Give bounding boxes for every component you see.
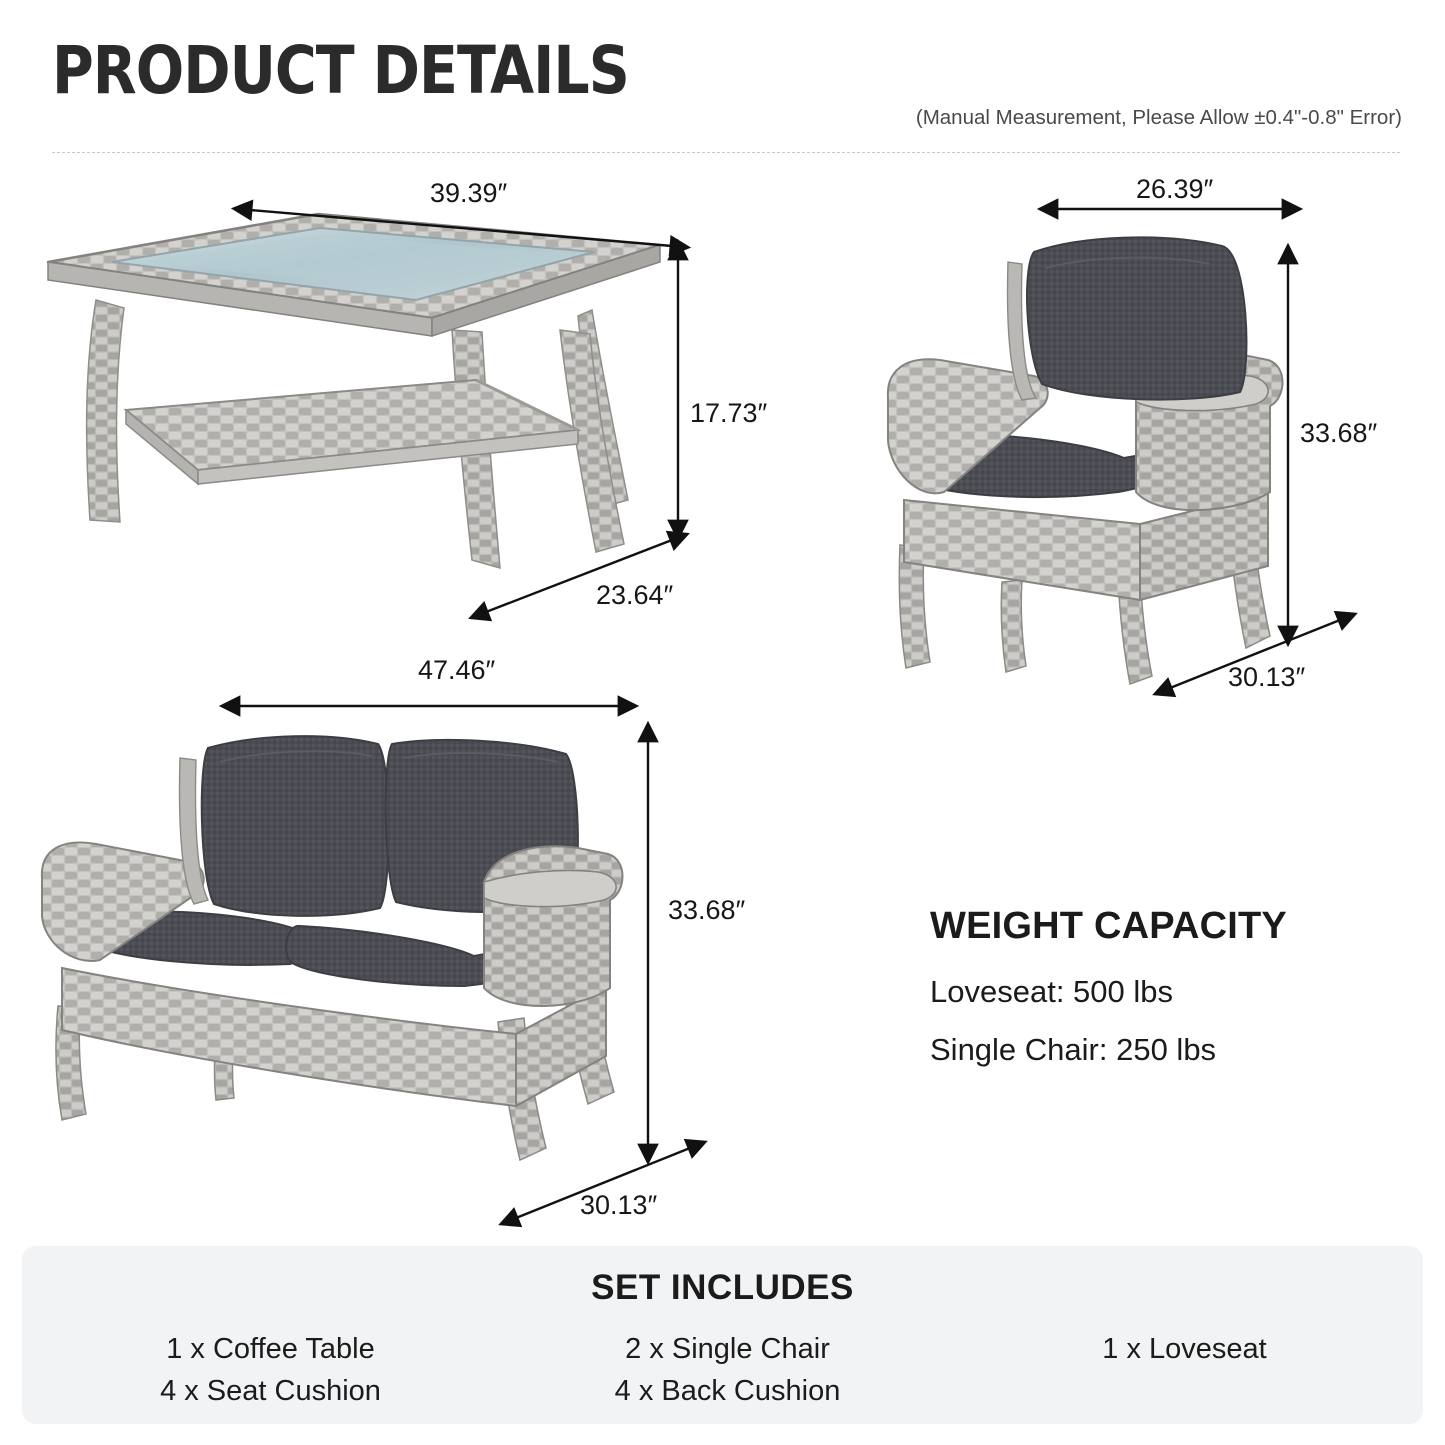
weight-capacity-title: WEIGHT CAPACITY — [930, 905, 1287, 947]
loveseat-illustration — [42, 736, 623, 1160]
set-includes-item: 1 x Loveseat — [1102, 1333, 1267, 1365]
set-includes-item: 1 x Coffee Table — [166, 1333, 375, 1365]
set-includes-column-3 — [956, 1328, 1423, 1412]
weight-capacity-loveseat: Loveseat: 500 lbs — [930, 974, 1174, 1009]
set-includes-column-1 — [22, 1328, 499, 1412]
single-chair-illustration — [888, 237, 1283, 684]
set-includes-item: 4 x Seat Cushion — [160, 1375, 381, 1408]
page-header — [52, 32, 1402, 156]
loveseat-height-label: 33.68″ — [668, 895, 746, 925]
single-chair-dimension-lines — [1056, 209, 1340, 688]
manual-measurement-note: (Manual Measurement, Please Allow ±0.4"-0.8" Error) — [915, 106, 1402, 129]
set-includes-title: SET INCLUDES — [591, 1268, 854, 1307]
single-chair-width-label: 26.39″ — [1136, 174, 1214, 204]
set-includes-item: 4 x Back Cushion — [614, 1375, 841, 1408]
single-chair-height-label: 33.68″ — [1300, 418, 1378, 448]
weight-capacity-single-chair: Single Chair: 250 lbs — [930, 1032, 1217, 1067]
weight-capacity-block — [930, 905, 1400, 1090]
single-chair-depth-label: 30.13″ — [1228, 662, 1306, 692]
page-title: PRODUCT DETAILS — [52, 32, 629, 109]
coffee-table-depth-label: 23.64″ — [596, 580, 674, 610]
coffee-table-illustration — [48, 214, 660, 568]
set-includes-column-2 — [499, 1328, 956, 1412]
set-includes-item: 2 x Single Chair — [625, 1333, 830, 1365]
loveseat-depth-label: 30.13″ — [580, 1190, 658, 1220]
set-includes-panel — [22, 1246, 1423, 1424]
set-includes-grid — [22, 1328, 1423, 1412]
loveseat-width-label: 47.46″ — [418, 655, 496, 685]
header-divider — [52, 152, 1400, 153]
coffee-table-width-label: 39.39″ — [430, 178, 508, 208]
loveseat-dimension-lines — [238, 706, 690, 1218]
coffee-table-dimension-lines — [250, 210, 678, 612]
coffee-table-height-label: 17.73″ — [690, 398, 768, 428]
